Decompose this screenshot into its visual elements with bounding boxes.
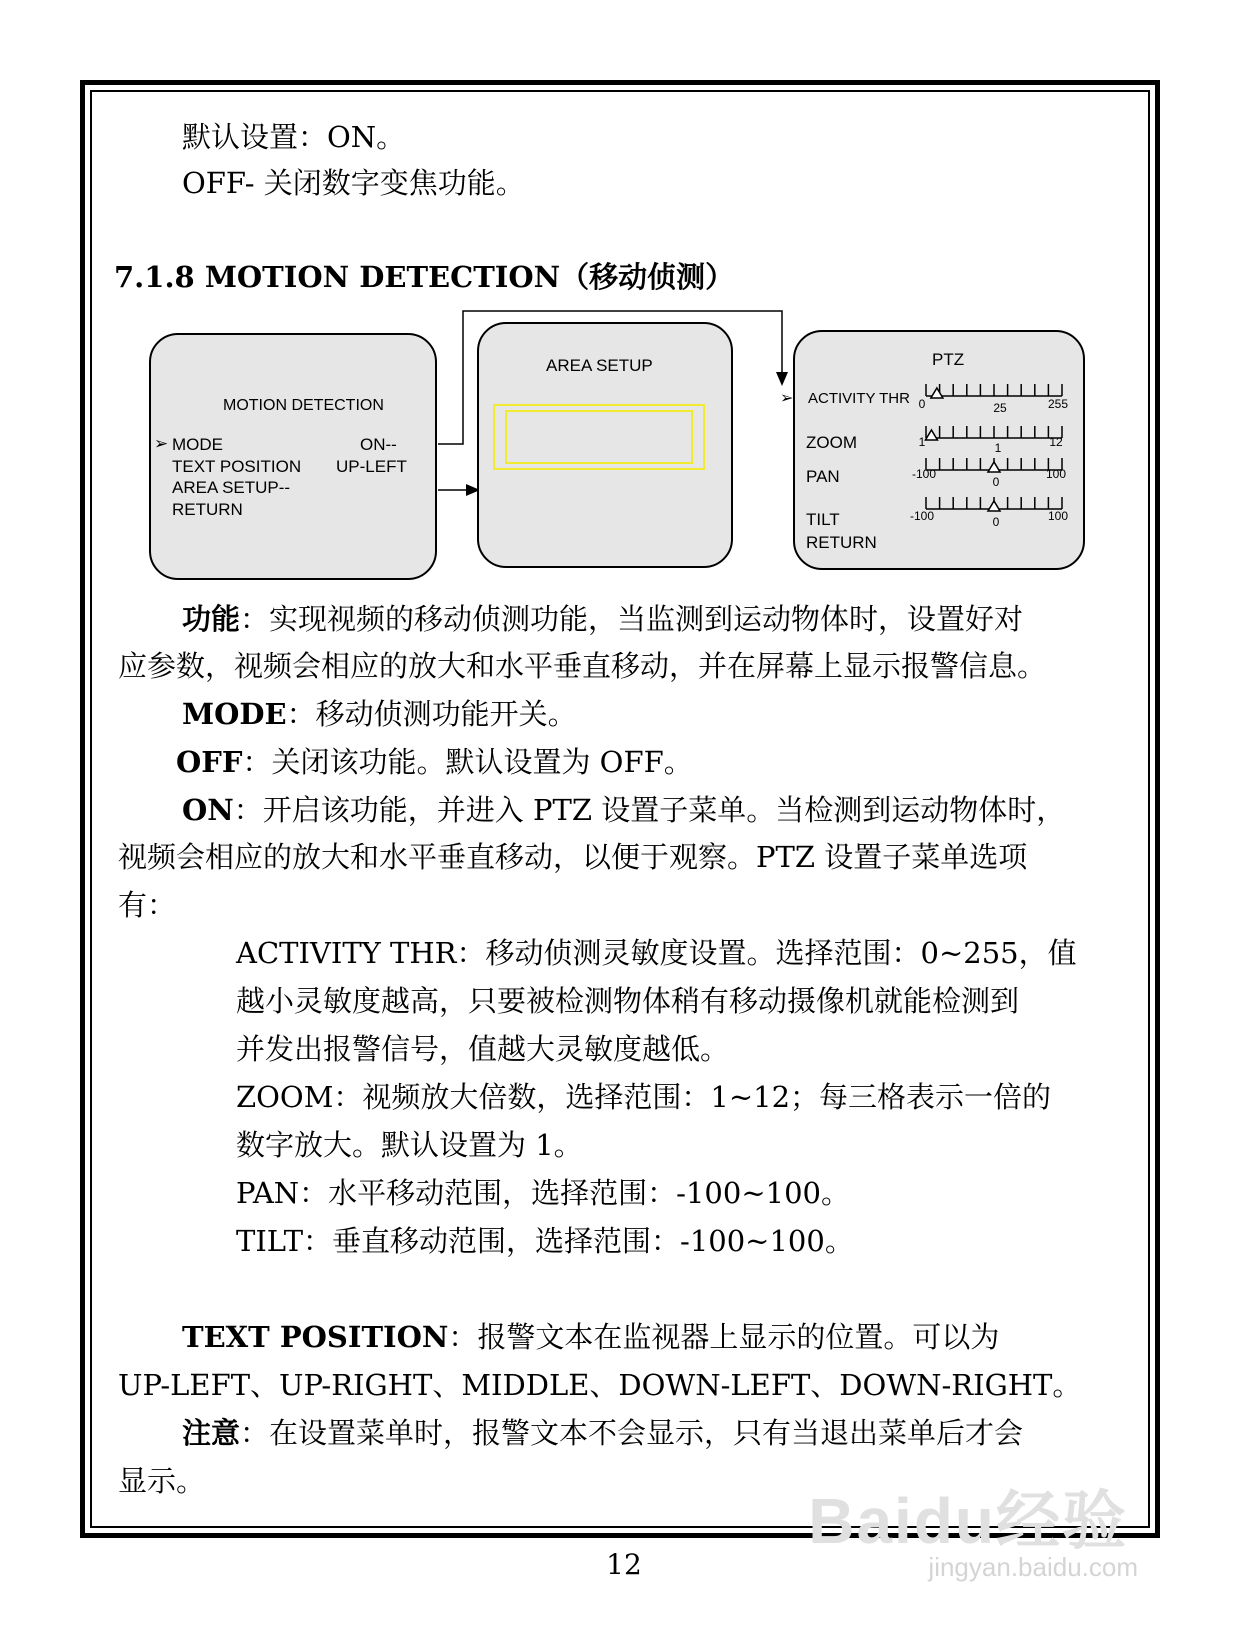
func-label: 功能 xyxy=(182,602,241,636)
thr-line-1: ACTIVITY THR：移动侦测灵敏度设置。选择范围：0~255，值 xyxy=(236,936,1077,970)
ptz-row-tilt-label: TILT xyxy=(806,510,840,529)
scale-min-pan: -100 xyxy=(911,467,937,481)
motion-detection-diagram xyxy=(0,0,1248,600)
on-label: ON xyxy=(182,793,234,827)
func-line-2: 应参数，视频会相应的放大和水平垂直移动，并在屏幕上显示报警信息。 xyxy=(118,649,1047,683)
on-line-1 xyxy=(182,787,1065,833)
mode-line xyxy=(182,691,577,737)
off-text: ：关闭该功能。默认设置为 OFF。 xyxy=(242,745,693,779)
off-desc-line xyxy=(176,739,693,785)
menu-row-area-label: AREA SETUP-- xyxy=(172,478,291,497)
textpos-text: ：报警文本在监视器上显示的位置。可以为 xyxy=(448,1320,1000,1354)
scale-mid-tilt: 0 xyxy=(992,515,1000,529)
scale-max-tilt: 100 xyxy=(1047,509,1069,523)
section-title: 7.1.8 MOTION DETECTION（移动侦测） xyxy=(114,260,735,294)
page-number: 12 xyxy=(606,1548,642,1581)
zoom-line-1: ZOOM：视频放大倍数，选择范围：1~12；每三格表示一倍的 xyxy=(236,1080,1052,1114)
menu-row-textpos-label: TEXT POSITION xyxy=(172,457,302,476)
note-text-1: ：在设置菜单时，报警文本不会显示，只有当退出菜单后才会 xyxy=(240,1416,1024,1450)
menu-row-return-label: RETURN xyxy=(172,500,243,519)
menu-row-textpos-value: UP-LEFT xyxy=(336,457,407,476)
note-label: 注意 xyxy=(182,1416,241,1450)
textpos-line-1 xyxy=(182,1314,999,1360)
textpos-label: TEXT POSITION xyxy=(182,1320,449,1354)
ptz-row-zoom-label: ZOOM xyxy=(806,433,857,452)
off-label: OFF xyxy=(176,745,243,779)
thr-line-3: 并发出报警信号，值越大灵敏度越低。 xyxy=(236,1032,730,1066)
func-line-1 xyxy=(182,596,1023,642)
mode-text: ：移动侦测功能开关。 xyxy=(286,697,577,731)
ptz-cursor-icon: ➢ xyxy=(780,390,794,407)
mode-label: MODE xyxy=(182,697,287,731)
scale-mid-activity-thr: 25 xyxy=(993,401,1007,415)
ptz-return-label: RETURN xyxy=(806,533,877,552)
tilt-line: TILT：垂直移动范围，选择范围：-100~100。 xyxy=(236,1224,854,1258)
scale-max-pan: 100 xyxy=(1045,467,1067,481)
note-line-1 xyxy=(182,1410,1023,1456)
ptz-row-activity-label: ACTIVITY THR xyxy=(808,390,910,407)
default-setting-line: 默认设置：ON。 xyxy=(182,120,406,154)
zoom-line-2: 数字放大。默认设置为 1。 xyxy=(236,1128,583,1162)
off-line: OFF- 关闭数字变焦功能。 xyxy=(182,166,525,200)
scale-mid-pan: 0 xyxy=(992,475,1000,489)
menu-cursor-icon: ➢ xyxy=(154,434,169,453)
arrowhead-ptz xyxy=(776,372,788,386)
area-setup-title: AREA SETUP xyxy=(546,356,653,375)
textpos-options: UP-LEFT、UP-RIGHT、MIDDLE、DOWN-LEFT、DOWN-RIGHT。 xyxy=(118,1368,1082,1402)
thr-line-2: 越小灵敏度越高，只要被检测物体稍有移动摄像机就能检测到 xyxy=(236,984,1020,1018)
watermark-brand: Baidu经验 xyxy=(808,1485,1128,1557)
ptz-title: PTZ xyxy=(932,350,965,369)
on-line-2: 视频会相应的放大和水平垂直移动，以便于观察。PTZ 设置子菜单选项 xyxy=(118,840,1028,874)
scale-min-activity-thr: 0 xyxy=(918,397,926,411)
ptz-row-pan-label: PAN xyxy=(806,467,840,486)
scale-min-zoom: 1 xyxy=(918,435,926,449)
scale-mid-zoom: 1 xyxy=(994,441,1002,455)
on-text-1: ：开启该功能，并进入 PTZ 设置子菜单。当检测到运动物体时， xyxy=(233,793,1066,827)
menu-row-mode-label: MODE xyxy=(172,435,223,454)
scale-max-zoom: 12 xyxy=(1049,435,1063,449)
menu-row-mode-value: ON-- xyxy=(360,435,397,454)
on-line-3: 有： xyxy=(118,888,177,922)
pan-line: PAN：水平移动范围，选择范围：-100~100。 xyxy=(236,1176,850,1210)
watermark-url: jingyan.baidu.com xyxy=(928,1552,1138,1582)
scale-max-activity-thr: 255 xyxy=(1047,397,1069,411)
scale-min-tilt: -100 xyxy=(909,509,935,523)
func-text-1: ：实现视频的移动侦测功能，当监测到运动物体时，设置好对 xyxy=(240,602,1024,636)
menu-title: MOTION DETECTION xyxy=(223,397,384,414)
note-line-2: 显示。 xyxy=(118,1464,206,1498)
